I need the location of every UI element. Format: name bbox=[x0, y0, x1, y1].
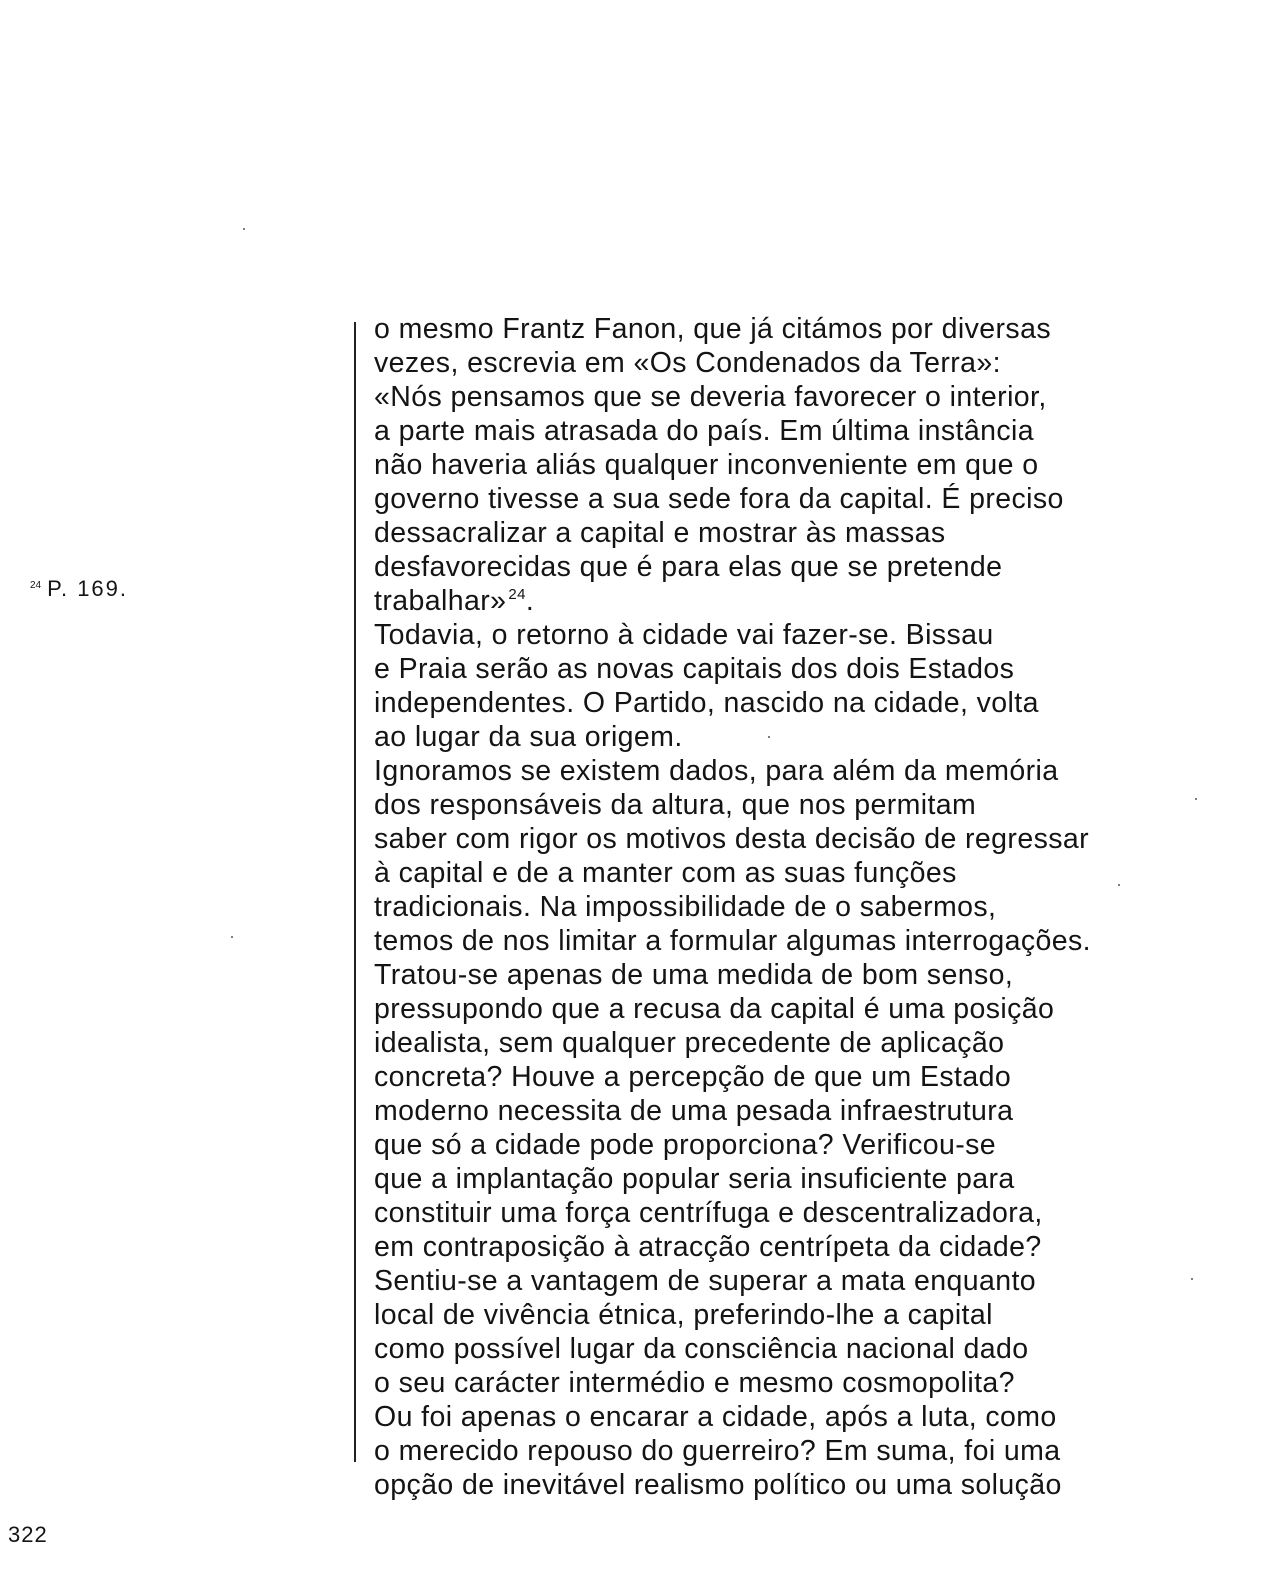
text-line: opção de inevitável realismo político ou uma solução bbox=[374, 1469, 1062, 1501]
text-line: desfavorecidas que é para elas que se pretende bbox=[374, 551, 1003, 583]
text-line: vezes, escrevia em «Os Condenados da Terra»: bbox=[374, 347, 1001, 379]
text-line: temos de nos limitar a formular algumas interrogações. bbox=[374, 925, 1091, 957]
text-line: o merecido repouso do guerreiro? Em suma, foi uma bbox=[374, 1435, 1061, 1467]
text-line: idealista, sem qualquer precedente de aplicação bbox=[374, 1027, 1005, 1059]
text-line: «Nós pensamos que se deveria favorecer o interior, bbox=[374, 381, 1047, 413]
footnote-reference-period: . bbox=[525, 585, 535, 617]
text-line-with-footnote bbox=[374, 584, 1234, 618]
scan-speck bbox=[243, 228, 245, 230]
text-line: trabalhar» bbox=[374, 585, 507, 617]
text-line: pressupondo que a recusa da capital é uma posição bbox=[374, 993, 1055, 1025]
page-number: 322 bbox=[8, 1522, 48, 1547]
text-line: não haveria aliás qualquer inconveniente em que o bbox=[374, 449, 1039, 481]
margin-footnote-mark: 24 bbox=[30, 579, 42, 591]
body-text bbox=[374, 312, 1234, 1502]
text-line: saber com rigor os motivos desta decisão de regressar bbox=[374, 823, 1090, 855]
text-line: independentes. O Partido, nascido na cidade, volta bbox=[374, 687, 1039, 719]
text-line: Tratou-se apenas de uma medida de bom senso, bbox=[374, 959, 1014, 991]
text-line: constituir uma força centrífuga e descentralizadora, bbox=[374, 1197, 1043, 1229]
margin-footnote bbox=[30, 576, 128, 602]
scan-speck bbox=[231, 936, 233, 938]
text-line: dessacralizar a capital e mostrar às massas bbox=[374, 517, 946, 549]
text-line: que a implantação popular seria insuficiente para bbox=[374, 1163, 1015, 1195]
text-line: o seu carácter intermédio e mesmo cosmopolita? bbox=[374, 1367, 1015, 1399]
text-line: tradicionais. Na impossibilidade de o sabermos, bbox=[374, 891, 997, 923]
margin-footnote-text: P. 169. bbox=[47, 576, 129, 601]
text-line: em contraposição à atracção centrípeta da cidade? bbox=[374, 1231, 1042, 1263]
text-line: Sentiu-se a vantagem de superar a mata enquanto bbox=[374, 1265, 1037, 1297]
text-line: moderno necessita de uma pesada infraestrutura bbox=[374, 1095, 1014, 1127]
footnote-reference: 24 bbox=[508, 586, 526, 603]
text-line: como possível lugar da consciência nacional dado bbox=[374, 1333, 1029, 1365]
text-line: e Praia serão as novas capitais dos dois Estados bbox=[374, 653, 1015, 685]
text-line: local de vivência étnica, preferindo-lhe a capital bbox=[374, 1299, 993, 1331]
text-line: governo tivesse a sua sede fora da capital. É preciso bbox=[374, 483, 1064, 515]
text-line: ao lugar da sua origem. bbox=[374, 721, 683, 753]
text-line: à capital e de a manter com as suas funções bbox=[374, 857, 957, 889]
text-line: a parte mais atrasada do país. Em última instância bbox=[374, 415, 1034, 447]
text-line: dos responsáveis da altura, que nos permitam bbox=[374, 789, 977, 821]
text-line: Ignoramos se existem dados, para além da memória bbox=[374, 755, 1059, 787]
text-line: concreta? Houve a percepção de que um Estado bbox=[374, 1061, 1012, 1093]
margin-rule bbox=[354, 322, 356, 1462]
text-line: o mesmo Frantz Fanon, que já citámos por diversas bbox=[374, 313, 1051, 345]
text-line: que só a cidade pode proporciona? Verificou-se bbox=[374, 1129, 997, 1161]
text-line: Todavia, o retorno à cidade vai fazer-se. Bissau bbox=[374, 619, 994, 651]
text-line: Ou foi apenas o encarar a cidade, após a luta, como bbox=[374, 1401, 1057, 1433]
